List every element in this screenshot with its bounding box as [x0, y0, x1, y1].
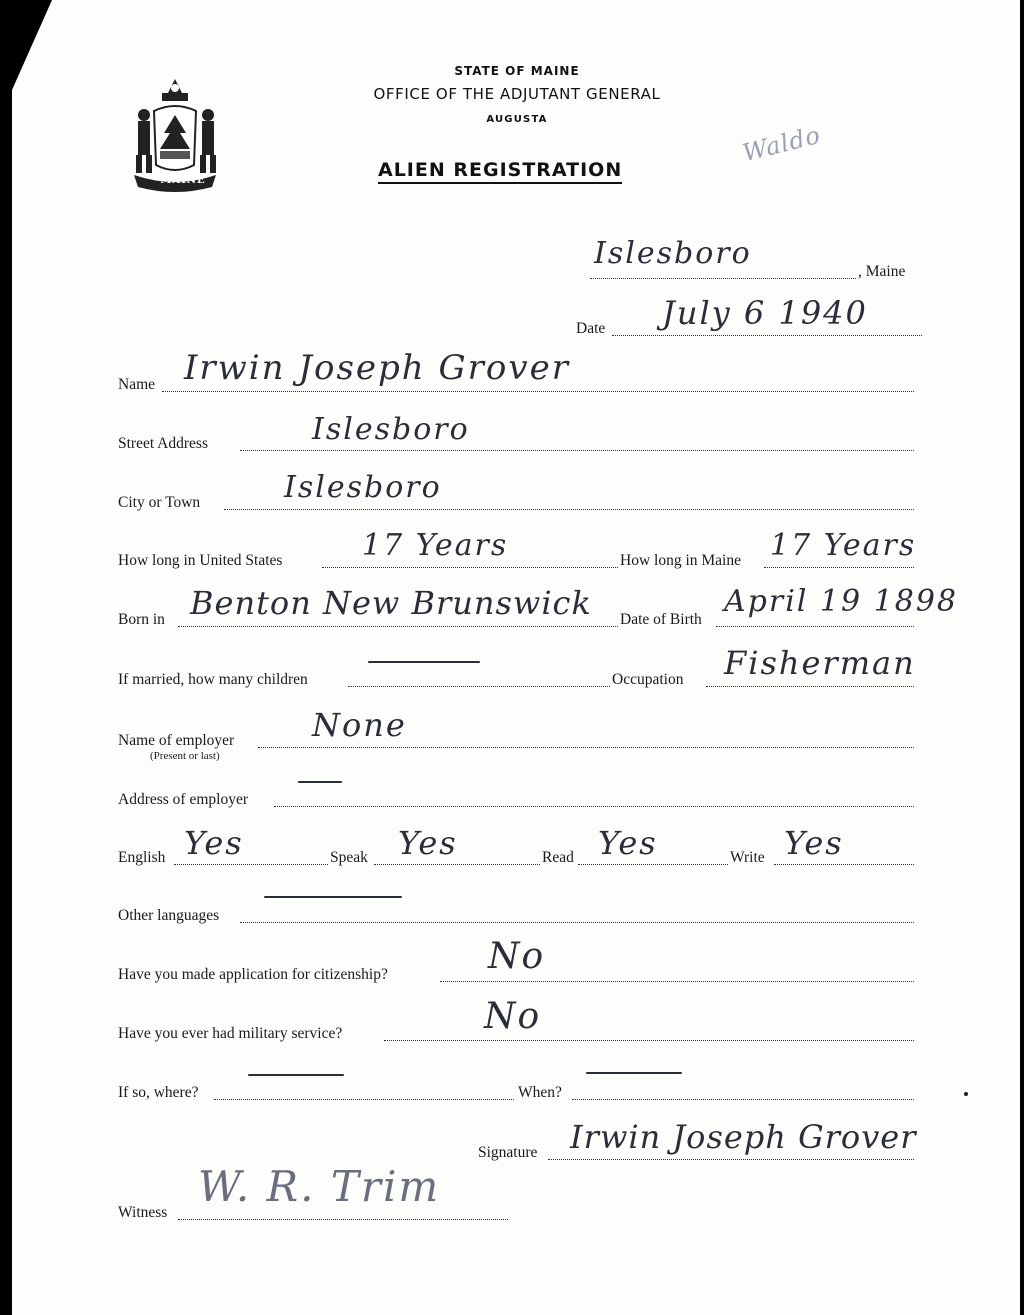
employer-line — [258, 747, 914, 748]
how-long-maine-value: 17 Years — [770, 528, 917, 563]
name-label: Name — [118, 376, 156, 393]
where-dash-mark — [248, 1074, 344, 1076]
witness-line — [178, 1219, 508, 1220]
employer-sublabel: (Present or last) — [150, 750, 220, 762]
place-value: Islesboro — [594, 236, 752, 271]
occupation-line — [706, 686, 914, 687]
city-heading: AUGUSTA — [486, 114, 548, 125]
when-dash-mark — [586, 1072, 682, 1074]
citizenship-value: No — [488, 936, 546, 977]
military-value: No — [484, 996, 542, 1037]
margin-note: Waldo — [739, 120, 824, 168]
form-title: ALIEN REGISTRATION — [378, 159, 622, 184]
other-languages-line — [240, 922, 914, 923]
witness-value: W. R. Trim — [198, 1162, 441, 1211]
registration-form — [12, 0, 1020, 1315]
speak-value: Yes — [398, 824, 458, 862]
date-of-birth-label: Date of Birth — [620, 611, 702, 628]
name-line — [162, 391, 914, 392]
where-line — [214, 1099, 514, 1100]
employer-address-dash-mark — [298, 781, 342, 783]
write-value: Yes — [784, 824, 844, 862]
office-heading: OFFICE OF THE ADJUTANT GENERAL — [373, 85, 661, 103]
how-long-maine-line — [764, 567, 914, 568]
military-line — [384, 1040, 914, 1041]
born-in-value: Benton New Brunswick — [190, 584, 592, 622]
english-line — [174, 864, 328, 865]
english-value: Yes — [184, 824, 244, 862]
how-long-us-line — [322, 567, 618, 568]
read-line — [578, 864, 728, 865]
write-line — [774, 864, 914, 865]
date-value: July 6 1940 — [662, 294, 868, 332]
employer-label: Name of employer — [118, 732, 235, 749]
citizenship-line — [440, 981, 914, 982]
how-long-maine-label: How long in Maine — [620, 552, 741, 569]
other-languages-label: Other languages — [118, 907, 220, 924]
city-or-town-line — [224, 509, 914, 510]
speak-label: Speak — [330, 849, 368, 866]
citizenship-label: Have you made application for citizenship? — [118, 966, 388, 983]
english-label: English — [118, 849, 166, 866]
speak-line — [374, 864, 540, 865]
witness-label: Witness — [118, 1204, 168, 1221]
when-label: When? — [518, 1084, 562, 1101]
date-of-birth-value: April 19 1898 — [724, 584, 958, 619]
date-label: Date — [576, 320, 606, 337]
employer-address-line — [274, 806, 914, 807]
children-dash-mark — [368, 661, 480, 663]
signature-line — [548, 1159, 914, 1160]
born-in-line — [178, 626, 618, 627]
place-suffix: , Maine — [858, 263, 906, 280]
military-label: Have you ever had military service? — [118, 1025, 343, 1042]
date-of-birth-line — [716, 626, 914, 627]
how-long-us-value: 17 Years — [362, 528, 509, 563]
date-line — [612, 335, 922, 336]
born-in-label: Born in — [118, 611, 165, 628]
where-label: If so, where? — [118, 1084, 199, 1101]
name-value: Irwin Joseph Grover — [184, 348, 570, 388]
street-address-line — [240, 450, 914, 451]
occupation-label: Occupation — [612, 671, 684, 688]
torn-corner — [12, 0, 52, 90]
place-line — [590, 278, 856, 279]
state-heading: STATE OF MAINE — [454, 64, 580, 78]
when-line — [572, 1099, 914, 1100]
signature-value: Irwin Joseph Grover — [570, 1118, 917, 1156]
city-or-town-value: Islesboro — [284, 470, 442, 505]
ink-speck — [964, 1092, 968, 1096]
read-label: Read — [542, 849, 574, 866]
street-address-label: Street Address — [118, 435, 208, 452]
english-underline-mark — [264, 896, 402, 898]
street-address-value: Islesboro — [312, 412, 470, 447]
city-or-town-label: City or Town — [118, 494, 201, 511]
write-label: Write — [730, 849, 765, 866]
children-line — [348, 686, 610, 687]
how-long-us-label: How long in United States — [118, 552, 283, 569]
occupation-value: Fisherman — [724, 644, 916, 682]
signature-label: Signature — [478, 1144, 538, 1161]
employer-address-label: Address of employer — [118, 791, 248, 808]
employer-value: None — [312, 706, 407, 744]
read-value: Yes — [598, 824, 658, 862]
children-label: If married, how many children — [118, 671, 308, 688]
seal-banner-text: MAINE — [160, 175, 206, 186]
